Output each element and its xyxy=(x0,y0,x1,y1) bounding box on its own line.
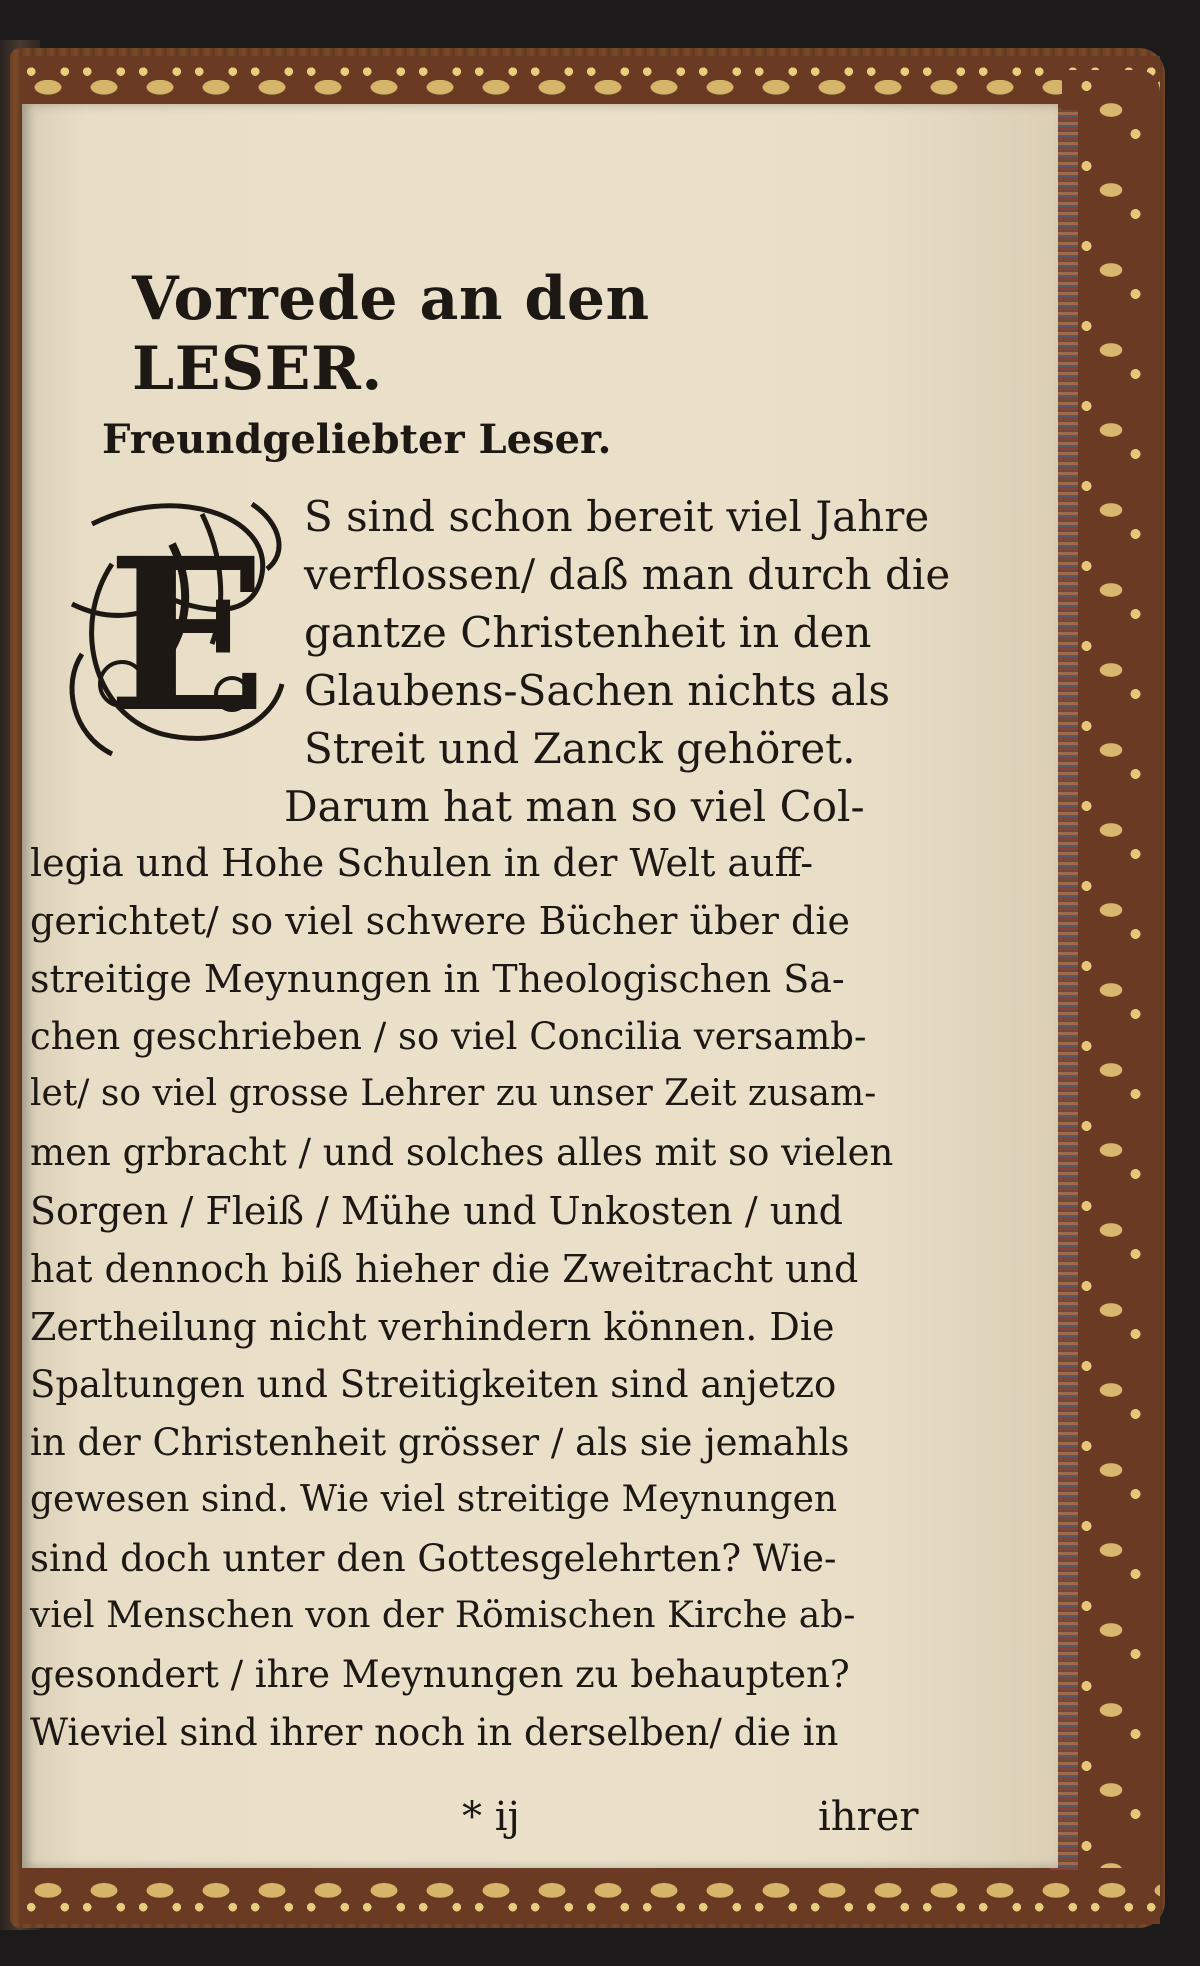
signature-mark: * ij xyxy=(462,1794,520,1840)
page-header: Vorrede an den LESER. xyxy=(132,264,650,404)
decorated-initial xyxy=(52,484,302,774)
text-line: streitige Meynungen in Theologischen Sa- xyxy=(30,957,845,1001)
initial-letter: E xyxy=(107,512,268,759)
text-line: verflossen/ daß man durch die xyxy=(304,550,951,599)
text-line: legia und Hohe Schulen in der Welt auff- xyxy=(30,841,814,885)
text-line: hat dennoch biß hieher die Zweitracht und xyxy=(30,1247,859,1291)
page-text xyxy=(22,104,1058,1868)
text-line: Wieviel sind ihrer noch in derselben/ die in xyxy=(30,1711,839,1754)
text-line: Sorgen / Fleiß / Mühe und Unkosten / und xyxy=(30,1189,843,1233)
text-line: Spaltungen und Streitigkeiten sind anjetzo xyxy=(30,1363,837,1406)
text-line: sind doch unter den Gottesgelehrten? Wie- xyxy=(30,1537,837,1580)
text-line: gantze Christenheit in den xyxy=(304,608,872,657)
gilt-border-top xyxy=(20,56,1160,108)
text-line: Darum hat man so viel Col- xyxy=(284,782,865,831)
text-line: Glaubens-Sachen nichts als xyxy=(304,666,891,715)
text-line: gesondert / ihre Meynungen zu behaupten? xyxy=(30,1653,850,1696)
text-line: men grbracht / und solches alles mit so vielen xyxy=(30,1131,894,1174)
text-line: viel Menschen von der Römischen Kirche ab- xyxy=(30,1595,856,1636)
text-line: Streit und Zanck gehöret. xyxy=(304,724,856,773)
text-line: Zertheilung nicht verhindern können. Die xyxy=(30,1305,835,1349)
text-line: gewesen sind. Wie viel streitige Meynungen xyxy=(30,1479,838,1520)
page xyxy=(22,104,1058,1868)
salutation: Freundgeliebter Leser. xyxy=(102,416,612,463)
text-line: gerichtet/ so viel schwere Bücher über die xyxy=(30,899,850,943)
catchword: ihrer xyxy=(818,1794,919,1840)
gilt-border-bottom xyxy=(20,1868,1160,1924)
text-line: S sind schon bereit viel Jahre xyxy=(304,492,930,541)
text-line: let/ so viel grosse Lehrer zu unser Zeit zusam- xyxy=(30,1073,877,1114)
text-line: chen geschrieben / so viel Concilia versamb- xyxy=(30,1015,867,1058)
text-line: in der Christenheit grösser / als sie jemahls xyxy=(30,1421,850,1464)
